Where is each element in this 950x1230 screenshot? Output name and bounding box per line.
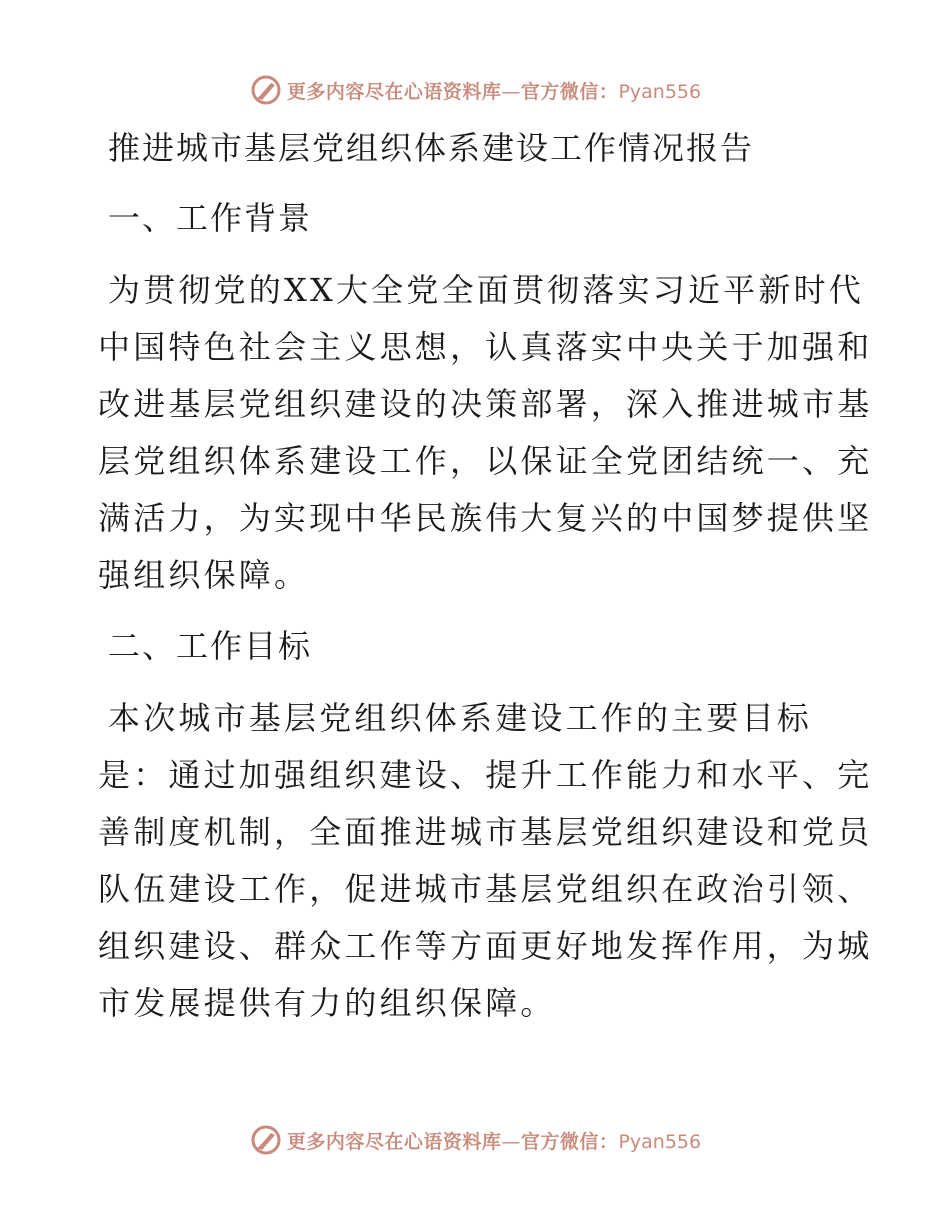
watermark-main-text: 更多内容尽在心语资料库 (286, 1130, 502, 1153)
section-heading-goals: 二、工作目标 (108, 627, 313, 665)
watermark-official-label: 官方微信： (520, 80, 619, 103)
watermark-official-label: 官方微信： (520, 1130, 619, 1153)
quill-pen-logo-icon (249, 73, 283, 107)
document-title: 推进城市基层党组织体系建设工作情况报告 (108, 129, 755, 167)
watermark-account: Pyan556 (618, 1130, 702, 1153)
watermark-main-text: 更多内容尽在心语资料库 (286, 80, 502, 103)
section-heading-background: 一、工作背景 (108, 199, 313, 237)
paragraph-line: 善制度机制，全面推进城市基层党组织建设和党员 (98, 813, 873, 851)
watermark-text (287, 1127, 701, 1154)
paragraph-line: 改进基层党组织建设的决策部署，深入推进城市基 (98, 385, 873, 423)
header-watermark-banner (0, 70, 950, 110)
watermark-text (287, 77, 701, 104)
footer-watermark-banner (0, 1120, 950, 1160)
paragraph-line: 为贯彻党的XX大全党全面贯彻落实习近平新时代 (108, 271, 864, 309)
paragraph-line: 市发展提供有力的组织保障。 (98, 984, 556, 1022)
watermark-separator: — (501, 1130, 521, 1153)
paragraph-line: 强组织保障。 (98, 556, 310, 594)
quill-pen-logo-icon (249, 1123, 283, 1157)
section-paragraph-background (98, 262, 873, 604)
section-paragraph-goals (98, 690, 873, 1032)
document-body (98, 124, 873, 1050)
paragraph-line: 本次城市基层党组织体系建设工作的主要目标 (108, 699, 813, 737)
paragraph-line: 队伍建设工作，促进城市基层党组织在政治引领、 (98, 870, 873, 908)
watermark-account: Pyan556 (618, 80, 702, 103)
paragraph-line: 组织建设、群众工作等方面更好地发挥作用，为城 (98, 927, 873, 965)
paragraph-line: 满活力，为实现中华民族伟大复兴的中国梦提供坚 (98, 499, 873, 537)
paragraph-line: 层党组织体系建设工作，以保证全党团结统一、充 (98, 442, 873, 480)
paragraph-line: 是：通过加强组织建设、提升工作能力和水平、完 (98, 756, 873, 794)
watermark-separator: — (501, 80, 521, 103)
paragraph-line: 中国特色社会主义思想，认真落实中央关于加强和 (98, 328, 873, 366)
